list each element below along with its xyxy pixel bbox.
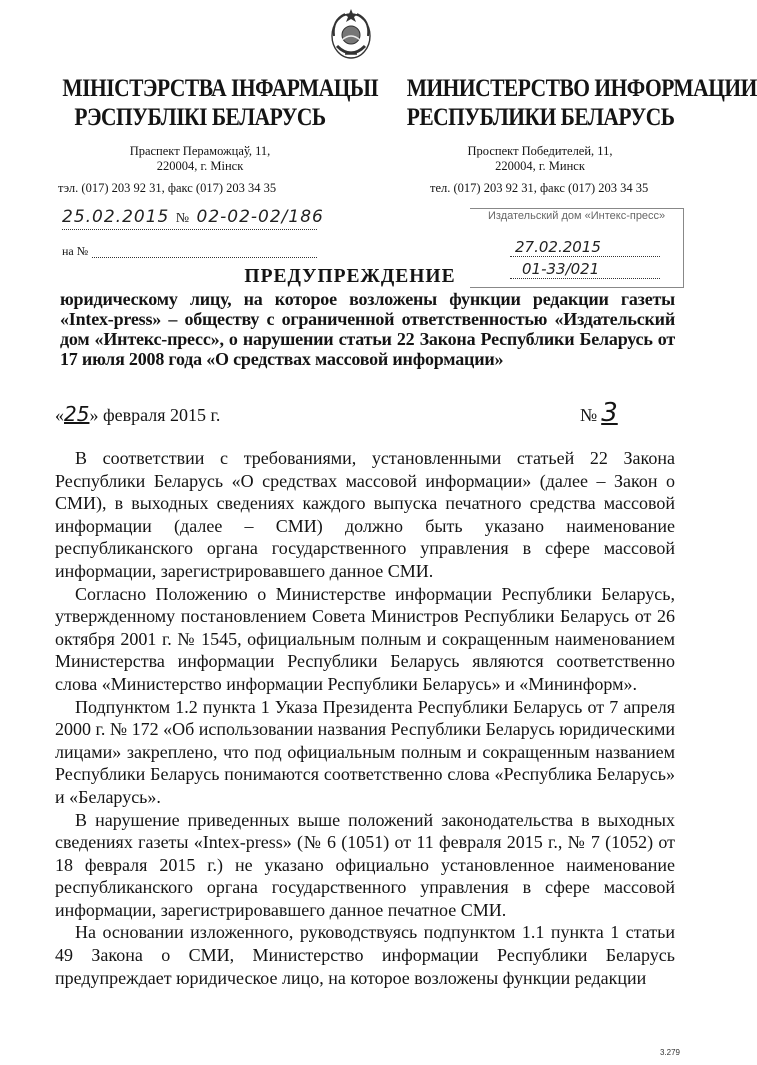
- outgoing-number-sign: №: [175, 211, 191, 226]
- number-label: №: [580, 405, 598, 425]
- paragraph-1: В соответствии с требованиями, установленными статьей 22 Закона Республики Беларусь «О средствах массовой информации» (далее – Закон о СМИ), в выходных сведениях каждого выпуска печатного средства массовой информации (далее – СМИ) должно быть указано наименование республиканского органа государственного управления в сфере массовой информации, зарегистрировавшего данное СМИ.: [55, 448, 675, 581]
- address-line1: Проспект Победителей, 11,: [467, 144, 613, 158]
- paragraph-4: В нарушение приведенных выше положений законодательства в выходных сведениях газеты «Intex-press» (№ 6 (1051) от 11 февраля 2015 г., № 7 (1052) от 18 февраля 2015 г.) не указано официально установленное наименование республиканского органа государственного управления в сфере массовой информации, зарегистрировавшего данное печатное СМИ.: [55, 809, 675, 920]
- document-title: ПРЕДУПРЕЖДЕНИЕ: [244, 266, 456, 287]
- document-subject: юридическому лицу, на которое возложены функции редакции газеты «Intex-press» – обществу с ограниченной ответственностью «Издательский дом «Интекс-пресс», о нарушении статьи 22 Закона Республики Беларусь от 17 июля 2008 года «О средствах массовой информации»: [60, 289, 675, 369]
- document-number: [580, 398, 618, 428]
- org-name-line2: РЭСПУБЛІКІ БЕЛАРУСЬ: [74, 104, 326, 131]
- stamp-date: 27.02.2015: [515, 238, 601, 256]
- address-line2: 220004, г. Минск: [495, 159, 585, 173]
- number-value: 3: [601, 398, 618, 428]
- stamp-number: 01-33/021: [522, 260, 600, 278]
- date-open-quote: «: [55, 405, 64, 425]
- outgoing-number: 02-02-02/186: [196, 207, 324, 227]
- stamp-header: Издательский дом «Интекс-пресс»: [488, 210, 666, 222]
- phone-belarusian: тэл. (017) 203 92 31, факс (017) 203 34 35: [58, 181, 277, 195]
- paragraph-3: Подпунктом 1.2 пункта 1 Указа Президента Республики Беларусь от 7 апреля 2000 г. № 172 «Об использовании названия Республики Беларусь юридическими лицами» закреплено, что под официальным полным и сокращенным названием Республики Беларусь понимаются соответственно слова «Республика Беларусь» и «Беларусь».: [55, 696, 675, 807]
- phone-russian: тел. (017) 203 92 31, факс (017) 203 34 35: [430, 181, 649, 195]
- document-body: [55, 447, 675, 989]
- stamp-date-line: [510, 256, 660, 257]
- reference-label: на №: [62, 244, 89, 258]
- org-name-line2: РЕСПУБЛИКИ БЕЛАРУСЬ: [406, 104, 675, 131]
- paragraph-5: На основании изложенного, руководствуясь подпунктом 1.1 пункта 1 статьи 49 Закона о СМИ, Министерство информации Республики Беларусь предупреждает юридическое лицо, на которое возложены функции редакции: [55, 922, 675, 988]
- outgoing-underline: [62, 229, 317, 230]
- document-date: [55, 402, 220, 426]
- state-emblem-icon: [327, 6, 375, 62]
- outgoing-date-number: [62, 207, 324, 227]
- date-day: 25: [64, 402, 90, 426]
- outgoing-date: 25.02.2015: [62, 207, 170, 227]
- org-name-line1: МІНІСТЭРСТВА ІНФАРМАЦЫІ: [62, 75, 379, 102]
- reference-underline: [92, 257, 317, 258]
- letterhead-russian: [385, 74, 757, 174]
- address-line1: Праспект Пераможцаў, 11,: [129, 144, 271, 158]
- paragraph-2: Согласно Положению о Министерстве информации Республики Беларусь, утвержденному постановлением Совета Министров Республики Беларусь от 26 октября 2001 г. № 1545, официальным полным и сокращенным наименованием Министерства информации Республики Беларусь являются соответственно слова «Министерство информации Республики Беларусь» и «Мининформ».: [55, 583, 675, 694]
- org-name-line1: МИНИСТЕРСТВО ИНФОРМАЦИИ: [406, 75, 757, 102]
- letterhead-belarusian: [40, 74, 379, 174]
- address-line2: 220004, г. Мінск: [156, 159, 244, 173]
- page-code: 3.279: [659, 1048, 680, 1057]
- date-rest: » февраля 2015 г.: [89, 405, 221, 425]
